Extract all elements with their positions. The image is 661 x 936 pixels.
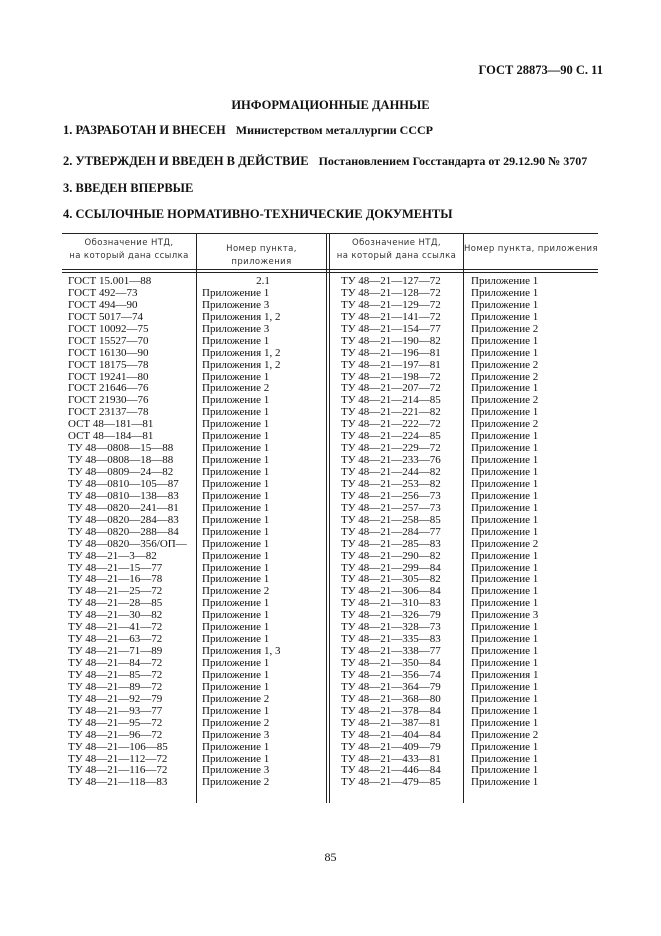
info-item-approved: [63, 154, 587, 169]
ntd-designation: ТУ 48—21—221—82: [341, 406, 441, 419]
item-reference: Приложение 1: [471, 597, 539, 610]
item-reference: Приложение 1: [471, 645, 539, 658]
ntd-designation: ТУ 48—0820—288—84: [68, 525, 179, 538]
item-reference: Приложение 3: [202, 728, 270, 741]
right-ntd-column: [341, 276, 441, 789]
item-reference: Приложение 2: [471, 322, 539, 335]
column-double-divider: [326, 233, 330, 803]
item-reference: Приложение 1: [202, 680, 270, 693]
item-reference: Приложение 1: [202, 334, 270, 347]
header-item-right: Номер пункта, приложения: [464, 244, 598, 254]
item-reference: Приложение 1: [202, 286, 270, 299]
ntd-designation: ТУ 48—21—479—85: [341, 776, 441, 789]
column-divider: [196, 233, 197, 803]
ntd-designation: ОСТ 48—184—81: [68, 430, 154, 443]
ntd-designation: ТУ 48—21—285—83: [341, 537, 441, 550]
ntd-designation: ОСТ 48—181—81: [68, 418, 154, 431]
item-reference: Приложение 1: [202, 489, 270, 502]
ntd-designation: ТУ 48—21—190—82: [341, 334, 441, 347]
ntd-designation: ТУ 48—21—198—72: [341, 370, 441, 383]
ntd-designation: ГОСТ 5017—74: [68, 310, 143, 323]
reference-documents-table: [62, 233, 598, 803]
item-reference: Приложение 2: [471, 358, 539, 371]
item-reference: Приложения 1: [471, 668, 539, 681]
ntd-designation: ТУ 48—21—328—73: [341, 621, 441, 634]
item-reference: Приложение 1: [471, 298, 539, 311]
ntd-designation: ТУ 48—21—30—82: [68, 609, 163, 622]
info-item-introduced: [63, 181, 193, 196]
item-reference: Приложение 1: [471, 657, 539, 669]
item-reference: Приложение 2: [471, 370, 539, 383]
ntd-designation: ТУ 48—21—93—77: [68, 704, 163, 717]
ntd-designation: ТУ 48—21—290—82: [341, 549, 441, 562]
item-reference: Приложение 1: [471, 621, 539, 634]
item-reference: Приложение 1: [202, 609, 270, 622]
ntd-designation: ТУ 48—21—310—83: [341, 597, 441, 610]
item-reference: Приложение 3: [202, 298, 270, 311]
item-reference: Приложение 1: [202, 740, 270, 753]
ntd-designation: ТУ 48—21—299—84: [341, 561, 441, 574]
ntd-designation: ТУ 48—21—96—72: [68, 728, 163, 741]
item-reference: Приложение 1: [471, 561, 539, 574]
ntd-designation: ТУ 48—21—197—81: [341, 358, 441, 371]
header-line: на который дана ссылка: [336, 251, 457, 261]
item-reference: Приложение 1: [202, 430, 270, 443]
ntd-designation: ГОСТ 492—73: [68, 286, 138, 299]
ntd-designation: ТУ 48—21—63—72: [68, 633, 163, 646]
info-item-label: 2. УТВЕРЖДЕН И ВВЕДЕН В ДЕЙСТВИЕ: [63, 154, 309, 168]
item-reference: Приложение 1: [471, 549, 539, 562]
item-reference: Приложение 1: [202, 561, 270, 574]
ntd-designation: ТУ 48—0810—105—87: [68, 477, 179, 490]
item-reference: Приложение 1: [202, 657, 270, 669]
info-item-references: [63, 207, 452, 222]
item-reference: Приложение 1: [471, 454, 539, 467]
item-reference: Приложение 1: [471, 585, 539, 598]
ntd-designation: ТУ 48—21—89—72: [68, 680, 163, 693]
ntd-designation: ТУ 48—21—306—84: [341, 585, 441, 598]
ntd-designation: ТУ 48—21—127—72: [341, 275, 441, 287]
info-item-label: 4. ССЫЛОЧНЫЕ НОРМАТИВНО-ТЕХНИЧЕСКИЕ ДОКУМЕНТЫ: [63, 207, 453, 221]
ntd-designation: ТУ 48—21—118—83: [68, 776, 168, 789]
item-reference: Приложение 1: [471, 501, 539, 514]
item-reference: Приложение 1: [202, 549, 270, 562]
ntd-designation: ТУ 48—21—305—82: [341, 573, 441, 586]
item-reference: Приложение 1: [202, 537, 270, 550]
item-reference: Приложение 1: [202, 370, 270, 383]
item-reference: Приложение 1: [202, 513, 270, 526]
item-reference: Приложение 2: [471, 537, 539, 550]
ntd-designation: ТУ 48—21—326—79: [341, 609, 441, 622]
ntd-designation: ТУ 48—21—84—72: [68, 657, 163, 669]
item-reference: Приложение 1: [471, 573, 539, 586]
item-reference: Приложение 1: [202, 501, 270, 514]
item-reference: Приложение 2: [202, 716, 270, 729]
ntd-designation: ТУ 48—21—409—79: [341, 740, 441, 753]
item-reference: Приложение 1: [471, 406, 539, 419]
ntd-designation: ТУ 48—21—256—73: [341, 489, 441, 502]
left-ntd-column: [68, 276, 187, 789]
ntd-designation: ТУ 48—21—16—78: [68, 573, 163, 586]
ntd-designation: ТУ 48—21—284—77: [341, 525, 441, 538]
table-header-divider: [62, 269, 598, 273]
item-reference: 2.1: [256, 275, 270, 287]
ntd-designation: ТУ 48—21—253—82: [341, 477, 441, 490]
item-reference: Приложение 2: [202, 692, 270, 705]
ntd-designation: ТУ 48—21—433—81: [341, 752, 441, 765]
item-reference: Приложение 1: [471, 346, 539, 359]
ntd-designation: ТУ 48—21—244—82: [341, 466, 441, 478]
page-title: ИНФОРМАЦИОННЫЕ ДАННЫЕ: [231, 98, 430, 112]
header-line: Обозначение НТД,: [351, 238, 441, 248]
column-divider: [463, 233, 464, 803]
item-reference: Приложение 1: [471, 716, 539, 729]
ntd-designation: ТУ 48—21—229—72: [341, 442, 441, 455]
ntd-designation: ТУ 48—21—387—81: [341, 716, 441, 729]
header-ntd-left: [62, 237, 196, 263]
item-reference: Приложение 1: [202, 406, 270, 419]
ntd-designation: ГОСТ 21930—76: [68, 394, 149, 407]
item-reference: Приложение 1: [202, 525, 270, 538]
ntd-designation: ТУ 48—21—356—74: [341, 668, 441, 681]
item-reference: Приложение 1: [471, 477, 539, 490]
document-reference: ГОСТ 28873—90 С. 11: [478, 63, 603, 77]
item-reference: Приложение 1: [471, 286, 539, 299]
ntd-designation: ТУ 48—0808—18—88: [68, 454, 174, 467]
ntd-designation: ТУ 48—21—154—77: [341, 322, 441, 335]
ntd-designation: ТУ 48—0809—24—82: [68, 466, 174, 478]
item-reference: Приложение 1: [471, 752, 539, 765]
info-item-developed: [63, 123, 433, 138]
ntd-designation: ТУ 48—21—141—72: [341, 310, 441, 323]
ntd-designation: ТУ 48—0820—356/ОП—: [68, 537, 187, 550]
item-reference: Приложение 1: [471, 310, 539, 323]
item-reference: Приложение 1: [471, 466, 539, 478]
ntd-designation: ГОСТ 19241—80: [68, 370, 149, 383]
header-ntd-right: [330, 237, 463, 263]
ntd-designation: ТУ 48—21—446—84: [341, 764, 441, 777]
ntd-designation: ГОСТ 15527—70: [68, 334, 149, 347]
ntd-designation: ТУ 48—21—106—85: [68, 740, 168, 753]
item-reference: Приложения 1, 2: [202, 310, 281, 323]
item-reference: Приложение 1: [202, 454, 270, 467]
item-reference: Приложение 1: [471, 513, 539, 526]
item-reference: Приложение 1: [202, 418, 270, 431]
item-reference: Приложение 3: [202, 764, 270, 777]
ntd-designation: ГОСТ 23137—78: [68, 406, 149, 419]
ntd-designation: ТУ 48—21—224—85: [341, 430, 441, 443]
item-reference: Приложение 1: [471, 489, 539, 502]
ntd-designation: ТУ 48—21—129—72: [341, 298, 441, 311]
item-reference: Приложение 1: [202, 477, 270, 490]
item-reference: Приложение 1: [471, 633, 539, 646]
item-reference: Приложение 1: [202, 704, 270, 717]
item-reference: Приложение 1: [471, 334, 539, 347]
item-reference: Приложение 1: [471, 776, 539, 789]
ntd-designation: ТУ 48—0820—284—83: [68, 513, 179, 526]
ntd-designation: ТУ 48—21—128—72: [341, 286, 441, 299]
info-item-value: Постановлением Госстандарта от 29.12.90 № 3707: [318, 154, 588, 168]
info-item-label: 1. РАЗРАБОТАН И ВНЕСЕН: [63, 123, 226, 137]
item-reference: Приложение 1: [471, 680, 539, 693]
ntd-designation: ТУ 48—21—15—77: [68, 561, 163, 574]
item-reference: Приложение 2: [202, 382, 270, 395]
ntd-designation: ТУ 48—21—404—84: [341, 728, 441, 741]
item-reference: Приложения 1, 2: [202, 358, 281, 371]
item-reference: Приложение 3: [471, 609, 539, 622]
ntd-designation: ТУ 48—21—25—72: [68, 585, 163, 598]
ntd-designation: ТУ 48—21—3—82: [68, 549, 157, 562]
item-reference: Приложение 1: [202, 597, 270, 610]
left-item-column: [202, 276, 324, 789]
ntd-designation: ТУ 48—21—257—73: [341, 501, 441, 514]
ntd-designation: ТУ 48—21—92—79: [68, 692, 163, 705]
item-reference: Приложение 1: [471, 275, 539, 287]
right-item-column: [471, 276, 538, 789]
ntd-designation: ТУ 48—0810—138—83: [68, 489, 179, 502]
ntd-designation: ГОСТ 10092—75: [68, 322, 149, 335]
item-reference: Приложение 3: [202, 322, 270, 335]
item-reference: Приложение 2: [471, 728, 539, 741]
item-reference: Приложение 1: [202, 668, 270, 681]
ntd-designation: ТУ 48—21—233—76: [341, 454, 441, 467]
page-number: 85: [324, 850, 337, 864]
ntd-designation: ТУ 48—21—335—83: [341, 633, 441, 646]
item-reference: Приложения 1, 2: [202, 346, 281, 359]
item-reference: Приложение 1: [471, 740, 539, 753]
header-item-left: Номер пункта, приложения: [226, 244, 297, 267]
item-reference: Приложение 2: [202, 585, 270, 598]
header-line: на который дана ссылка: [69, 251, 189, 261]
item-reference: Приложение 1: [202, 394, 270, 407]
ntd-designation: ТУ 48—21—116—72: [68, 764, 168, 777]
ntd-designation: ТУ 48—21—338—77: [341, 645, 441, 658]
ntd-designation: ТУ 48—21—28—85: [68, 597, 163, 610]
ntd-designation: ТУ 48—21—378—84: [341, 704, 441, 717]
ntd-designation: ГОСТ 16130—90: [68, 346, 149, 359]
item-reference: Приложение 1: [202, 442, 270, 455]
ntd-designation: ТУ 48—21—85—72: [68, 668, 163, 681]
ntd-designation: ТУ 48—21—196—81: [341, 346, 441, 359]
table-top-border: [62, 233, 598, 234]
ntd-designation: ТУ 48—21—71—89: [68, 645, 163, 658]
ntd-designation: ТУ 48—21—222—72: [341, 418, 441, 431]
ntd-designation: ТУ 48—21—207—72: [341, 382, 441, 395]
ntd-designation: ТУ 48—21—112—72: [68, 752, 168, 765]
item-reference: Приложение 2: [471, 394, 539, 407]
ntd-designation: ТУ 48—21—41—72: [68, 621, 163, 634]
item-reference: Приложение 1: [471, 442, 539, 455]
ntd-designation: ГОСТ 21646—76: [68, 382, 149, 395]
item-reference: Приложение 1: [471, 525, 539, 538]
info-item-label: 3. ВВЕДЕН ВПЕРВЫЕ: [63, 181, 194, 195]
item-reference: Приложение 1: [202, 633, 270, 646]
ntd-designation: ГОСТ 18175—78: [68, 358, 149, 371]
ntd-designation: ТУ 48—0808—15—88: [68, 442, 174, 455]
ntd-designation: ТУ 48—21—214—85: [341, 394, 441, 407]
item-reference: Приложения 1, 3: [202, 645, 281, 658]
ntd-designation: ТУ 48—21—258—85: [341, 513, 441, 526]
header-line: Обозначение НТД,: [84, 238, 174, 248]
item-reference: Приложение 2: [471, 418, 539, 431]
ntd-designation: ГОСТ 15.001—88: [68, 275, 152, 287]
item-reference: Приложение 1: [202, 466, 270, 478]
item-reference: Приложение 1: [471, 704, 539, 717]
ntd-designation: ТУ 48—21—95—72: [68, 716, 163, 729]
item-reference: Приложение 1: [202, 752, 270, 765]
info-item-value: Министерством металлургии СССР: [235, 123, 433, 137]
item-reference: Приложение 2: [202, 776, 270, 789]
item-reference: Приложение 1: [471, 692, 539, 705]
ntd-designation: ТУ 48—21—368—80: [341, 692, 441, 705]
item-reference: Приложение 1: [471, 382, 539, 395]
ntd-designation: ТУ 48—0820—241—81: [68, 501, 179, 514]
ntd-designation: ГОСТ 494—90: [68, 298, 138, 311]
item-reference: Приложение 1: [202, 573, 270, 586]
item-reference: Приложение 1: [471, 764, 539, 777]
ntd-designation: ТУ 48—21—350—84: [341, 657, 441, 669]
item-reference: Приложение 1: [202, 621, 270, 634]
ntd-designation: ТУ 48—21—364—79: [341, 680, 441, 693]
item-reference: Приложение 1: [471, 430, 539, 443]
